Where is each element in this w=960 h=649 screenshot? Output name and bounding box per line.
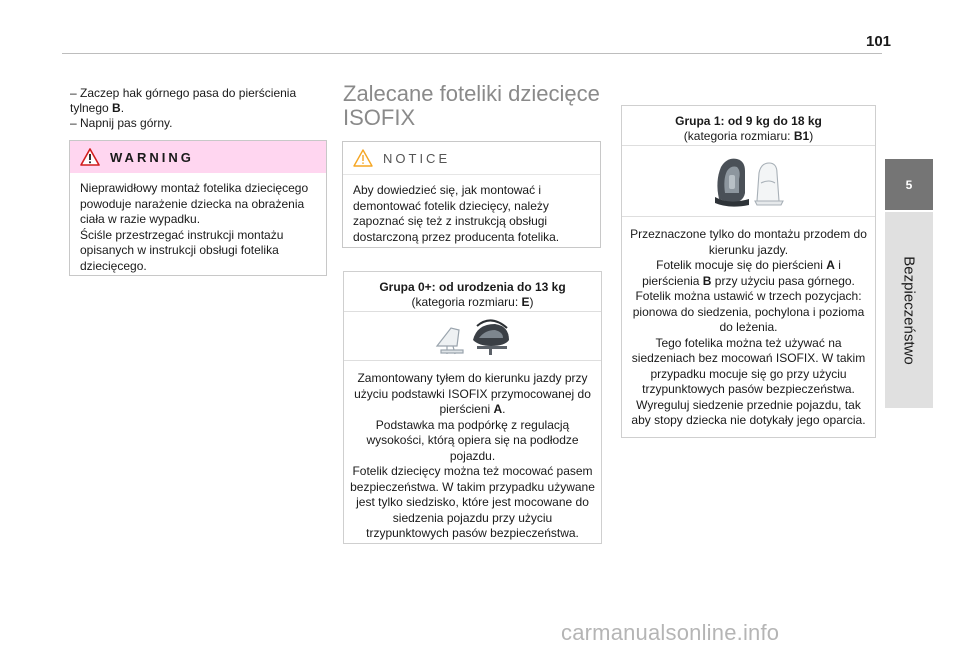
- page-number: 101: [866, 33, 892, 50]
- group-0-header: [344, 272, 601, 312]
- notice-header: [343, 142, 600, 175]
- group-0-image: [344, 312, 601, 361]
- child-seat-icon: [709, 153, 789, 209]
- chapter-number: 5: [905, 177, 913, 192]
- instructions: [70, 86, 326, 131]
- group-0-text-1: Zamontowany tyłem do kierunku jazdy przy użyciu podstawki ISOFIX przymocowanej do pierścieni A.: [354, 371, 591, 416]
- chapter-label: [885, 212, 933, 408]
- group-0-text-3: Fotelik dziecięcy można też mocować pasem bezpieczeństwa. W takim przypadku używane jest tylko siedzisko, które jest mocowane do siedzenia pojazdu przy użyciu trzypunktowych pasów bezpieczeństwa.: [350, 464, 595, 540]
- instruction-step-2: – Napnij pas górny.: [70, 116, 173, 130]
- warning-title: WARNING: [110, 149, 194, 165]
- group-1-card: [621, 105, 876, 438]
- instruction-step-1: – Zaczep hak górnego pasa do pierścienia tylnego B.: [70, 86, 297, 115]
- notice-text: Aby dowiedzieć się, jak montować i demontować fotelik dziecięcy, należy zapoznać się też z instrukcją obsługi dostarczoną przez producenta fotelika.: [353, 183, 560, 244]
- warning-body: [70, 173, 326, 274]
- group-1-subtitle: (kategoria rozmiaru: B1): [683, 129, 814, 143]
- group-0-text-2: Podstawka ma podpórkę z regulacją wysokości, którą opiera się na podłodze pojazdu.: [366, 417, 579, 463]
- group-1-text-3: Fotelik można ustawić w trzech pozycjach: pionowa do siedzenia, pochylona i pozioma do leżenia.: [632, 289, 865, 334]
- warning-text-2: Ściśle przestrzegać instrukcji montażu opisanych w instrukcji obsługi fotelika dziecięcego.: [80, 227, 284, 273]
- group-1-text-1: Przeznaczone tylko do montażu przodem do kierunku jazdy.: [630, 227, 867, 257]
- chapter-tab[interactable]: [885, 159, 933, 210]
- top-divider: [62, 53, 882, 54]
- notice-icon: [353, 149, 373, 167]
- group-0-title: Grupa 0+: od urodzenia do 13 kg: [379, 280, 566, 294]
- watermark: carmanualsonline.info: [561, 620, 780, 645]
- group-1-header: [622, 106, 875, 146]
- group-0-card: [343, 271, 602, 544]
- notice-body: [343, 175, 600, 245]
- section-title: Zalecane foteliki dziecięce ISOFIX: [343, 81, 600, 130]
- notice-box: [342, 141, 601, 248]
- warning-header: [70, 141, 326, 173]
- group-1-text-2: Fotelik mocuje się do pierścieni A i pierścienia B przy użyciu pasa górnego.: [642, 258, 855, 288]
- warning-text-1: Nieprawidłowy montaż fotelika dziecięcego powoduje narażenie dziecka na obrażenia ciała w razie wypadku.: [80, 181, 309, 226]
- group-1-text-4: Tego fotelika można też używać na siedzeniach bez mocowań ISOFIX. W takim przypadku mocuje się go przy użyciu trzypunktowych pasów bezpieczeństwa.: [631, 335, 866, 396]
- group-1-description: [622, 217, 875, 429]
- group-1-title: Grupa 1: od 9 kg do 18 kg: [675, 114, 822, 128]
- infant-carrier-icon: [433, 316, 513, 356]
- chapter-title: Bezpieczeństwo: [900, 255, 918, 365]
- group-0-subtitle: (kategoria rozmiaru: E): [411, 295, 534, 309]
- group-1-text-5: Wyreguluj siedzenie przednie pojazdu, tak aby stopy dziecka nie dotykały jego oparcia.: [631, 397, 866, 427]
- group-1-image: [622, 146, 875, 217]
- warning-box: [69, 140, 327, 276]
- group-0-description: [344, 361, 601, 542]
- warning-icon: [80, 148, 100, 166]
- notice-title: NOTICE: [383, 150, 451, 166]
